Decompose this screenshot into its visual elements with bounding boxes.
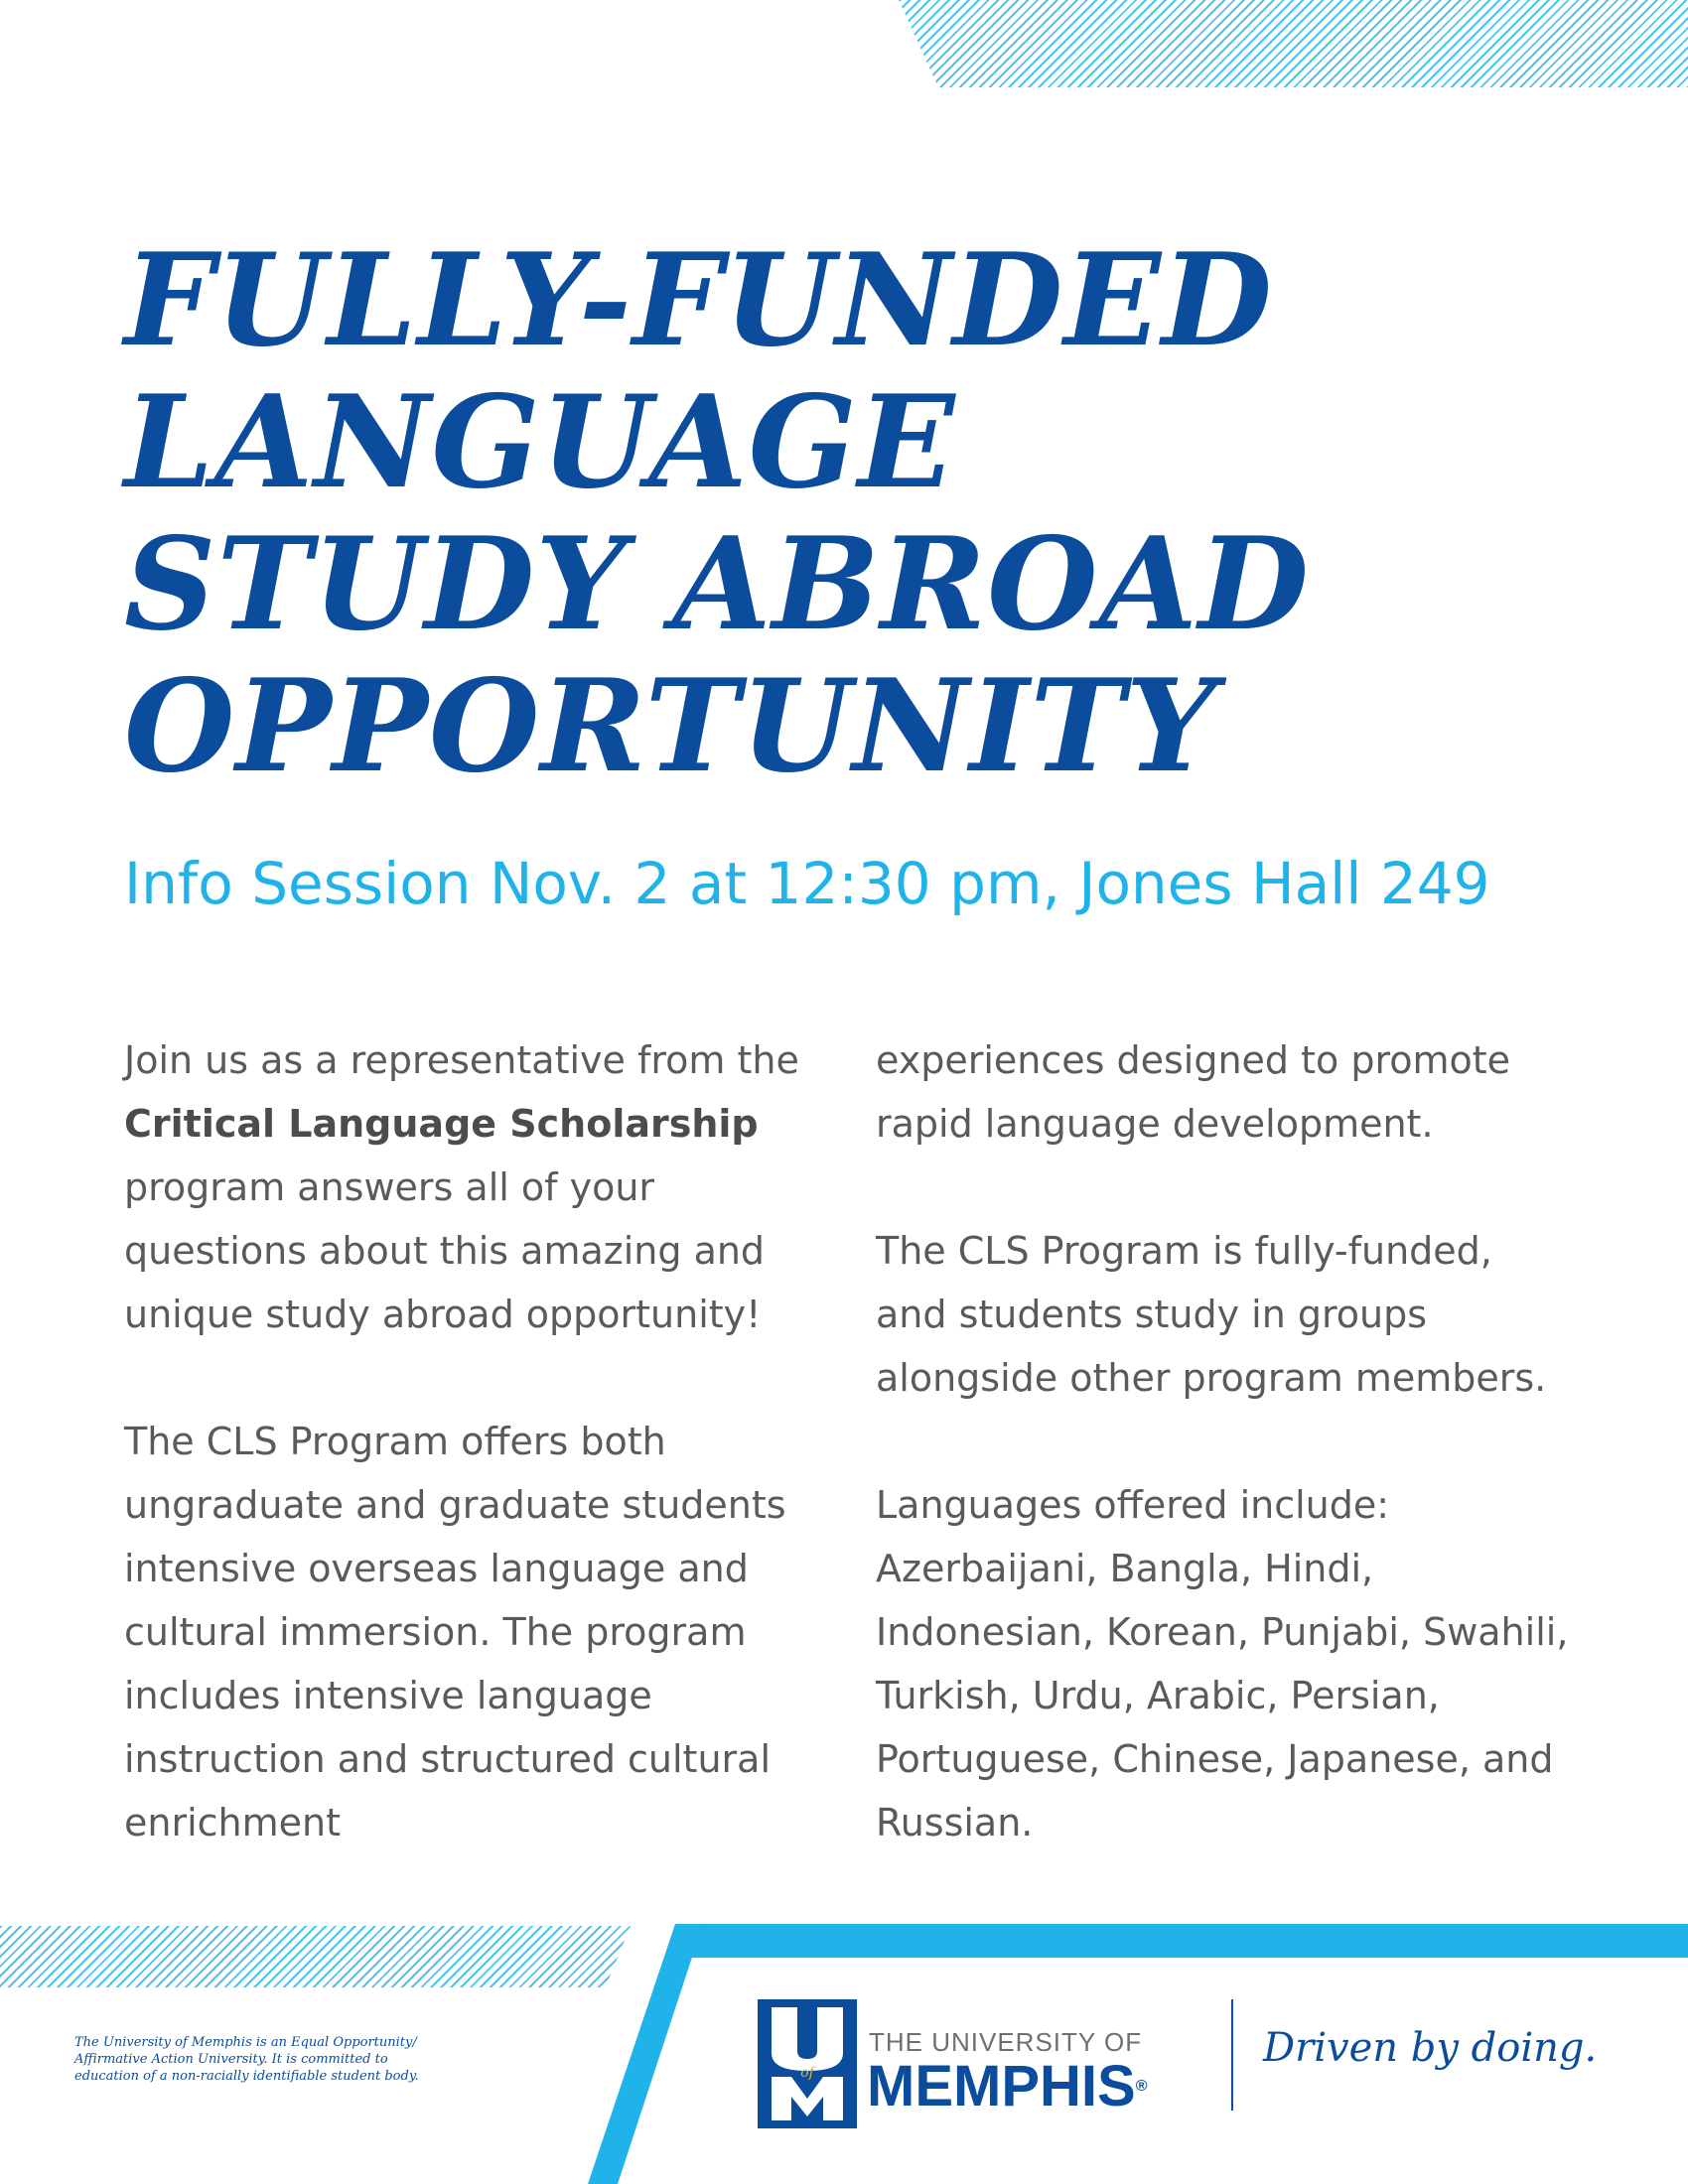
tagline: Driven by doing. [1263, 2025, 1598, 2071]
headline-line-2: LANGUAGE [124, 368, 956, 517]
disclaimer-line-1: The University of Memphis is an Equal Opportunity/ [74, 2035, 417, 2050]
logo-tagline-divider [1231, 1999, 1233, 2111]
logo-university-of: THE UNIVERSITY OF [869, 2027, 1143, 2057]
headline-line-4: OPPORTUNITY [124, 652, 1217, 801]
intro-text-after: program answers all of your questions about this amazing and unique study abroad opportunity! [124, 1165, 766, 1336]
university-logo-mark-icon [758, 1999, 857, 2128]
program-description-continued: experiences designed to promote rapid language development. [876, 1038, 1511, 1146]
registered-mark: ® [1135, 2078, 1148, 2095]
funding-paragraph: The CLS Program is fully-funded, and students study in groups alongside other program members. [876, 1229, 1547, 1400]
bottom-hatch-decoration [0, 1926, 631, 1987]
equal-opportunity-disclaimer [74, 2034, 541, 2085]
disclaimer-line-3: education of a non-racially identifiable student body. [74, 2069, 419, 2084]
info-session-subhead: Info Session Nov. 2 at 12:30 pm, Jones Hall 249 [124, 850, 1490, 917]
disclaimer-line-2: Affirmative Action University. It is committed to [74, 2052, 388, 2067]
footer-swoosh-bar [675, 1924, 1688, 1958]
intro-text-before: Join us as a representative from the [124, 1038, 799, 1082]
right-column [876, 1028, 1571, 1918]
headline [124, 226, 1310, 801]
left-column [124, 1028, 819, 1918]
program-name: Critical Language Scholarship [124, 1102, 759, 1146]
top-hatch-decoration [899, 0, 1688, 87]
university-logo [758, 1999, 1195, 2128]
program-description-paragraph: The CLS Program offers both ungraduate and graduate students intensive overseas language and cultural immersion. The program includes intensive language instruction and structured cultural enrichment [124, 1420, 786, 1844]
logo-memphis-wordmark [867, 2055, 1147, 2118]
headline-line-1: FULLY-FUNDED [124, 226, 1273, 375]
languages-paragraph: Languages offered include: Azerbaijani, Bangla, Hindi, Indonesian, Korean, Punjabi, Swahili, Turkish, Urdu, Arabic, Persian, Portuguese, Chinese, Japanese, and Russian. [876, 1483, 1569, 1844]
headline-line-3: STUDY ABROAD [124, 510, 1310, 659]
intro-paragraph [124, 1028, 819, 1346]
logo-memphis-text: MEMPHIS [867, 2054, 1136, 2118]
svg-text:of: of [800, 2065, 814, 2081]
